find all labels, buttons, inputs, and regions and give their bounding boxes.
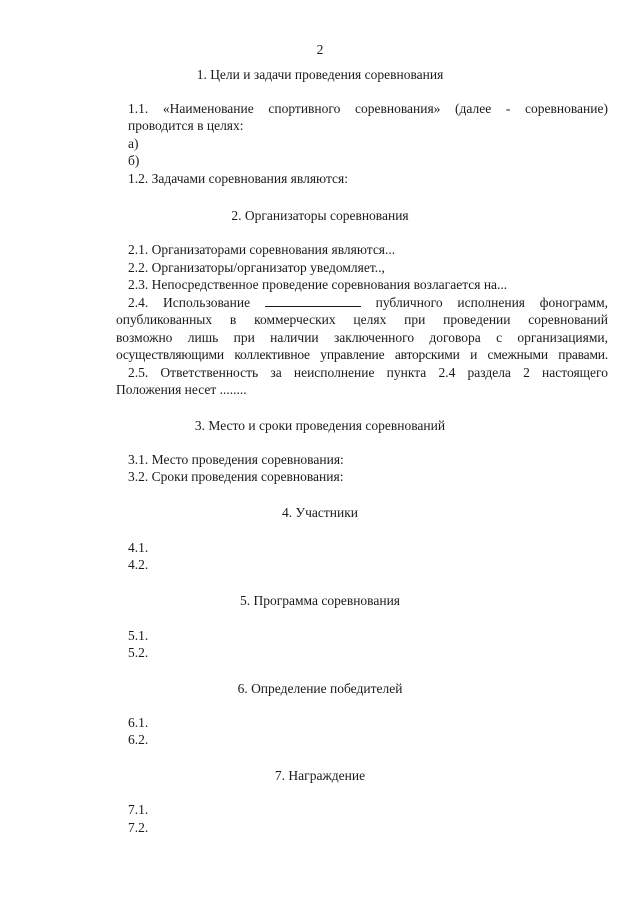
paragraph-2-4-end: публичного исполнения фонограмм, [375, 295, 608, 310]
section-6-heading: 6. Определение победителей [237, 681, 403, 696]
section-3-heading: 3. Место и сроки проведения соревнований [194, 418, 446, 433]
paragraph-2-4-line-3: возможно лишь при наличии заключенного договора с организациями, [116, 330, 608, 345]
paragraph-2-4-line-2: опубликованных в коммерческих целях при проведении соревнований [116, 312, 608, 327]
paragraph-1-1-line-2: проводится в целях: [128, 118, 244, 133]
paragraph-2-4-start: 2.4. Использование [128, 295, 251, 310]
paragraph-6-2: 6.2. [128, 732, 149, 747]
paragraph-6-1: 6.1. [128, 715, 149, 730]
paragraph-1-1-line-1: 1.1. «Наименование спортивного соревнования» (далее - соревнование) [128, 101, 608, 116]
section-5-heading: 5. Программа соревнования [239, 593, 401, 608]
paragraph-2-3: 2.3. Непосредственное проведение соревнования возлагается на... [128, 277, 508, 292]
paragraph-2-1: 2.1. Организаторами соревнования являются... [128, 242, 396, 257]
paragraph-3-1: 3.1. Место проведения соревнования: [128, 452, 344, 467]
paragraph-4-2: 4.2. [128, 557, 149, 572]
section-4-heading: 4. Участники [282, 505, 358, 520]
paragraph-1-2: 1.2. Задачами соревнования являются: [128, 171, 348, 186]
section-7-heading: 7. Награждение [274, 768, 366, 783]
fill-in-blank [265, 296, 361, 307]
paragraph-5-1: 5.1. [128, 628, 149, 643]
paragraph-7-1: 7.1. [128, 802, 149, 817]
section-2-heading: 2. Организаторы соревнования [231, 208, 409, 223]
paragraph-2-4-line-4: осуществляющими коллективное управление авторскими и смежными правами. [116, 347, 608, 362]
page-number: 2 [316, 42, 324, 57]
item-a: а) [128, 136, 139, 151]
paragraph-2-5-line-2: Положения несет ........ [116, 382, 247, 397]
paragraph-3-2: 3.2. Сроки проведения соревнования: [128, 469, 344, 484]
paragraph-2-4-line-1 [128, 295, 608, 311]
paragraph-4-1: 4.1. [128, 540, 149, 555]
paragraph-2-5-line-1: 2.5. Ответственность за неисполнение пункта 2.4 раздела 2 настоящего [128, 365, 608, 380]
paragraph-5-2: 5.2. [128, 645, 149, 660]
paragraph-2-2: 2.2. Организаторы/организатор уведомляет.., [128, 260, 385, 275]
section-1-heading: 1. Цели и задачи проведения соревнования [196, 67, 444, 82]
paragraph-7-2: 7.2. [128, 820, 149, 835]
item-b: б) [128, 153, 140, 168]
